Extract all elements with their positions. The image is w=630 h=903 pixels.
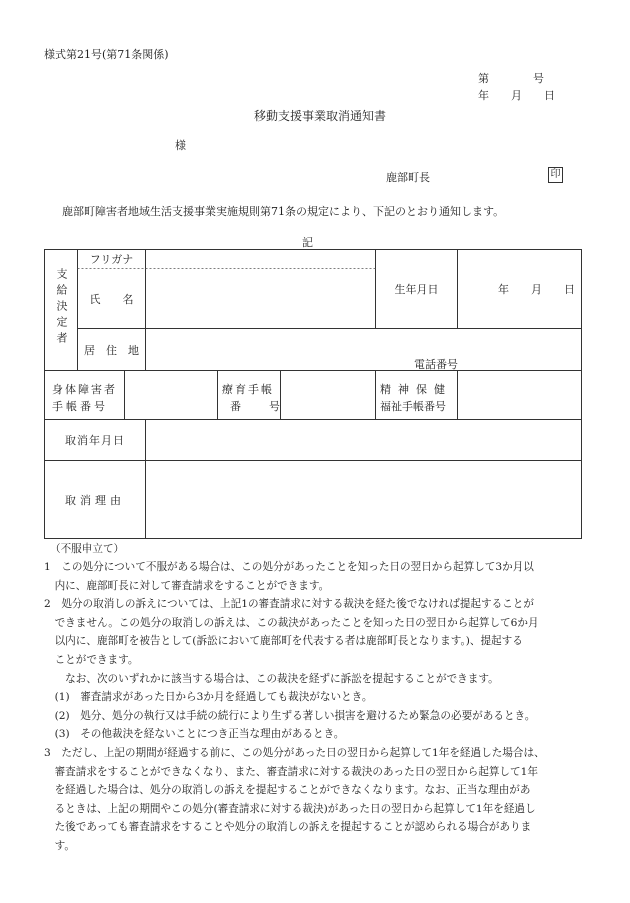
cancel-reason-label: 取消理由 bbox=[65, 493, 125, 507]
mental-handbook-line2: 福祉手帳番号 bbox=[380, 400, 446, 413]
appeal-line: 2 処分の取消しの訴えについては、上記1の審査請求に対する裁決を経た後でなければ提起することが bbox=[44, 598, 534, 611]
furigana-label: フリガナ bbox=[89, 253, 134, 266]
ryoiku-handbook-line2: 番 号 bbox=[230, 400, 282, 413]
disability-handbook-line1: 身体障害者 bbox=[52, 383, 117, 396]
appeal-line: ことができます。 bbox=[44, 653, 139, 666]
cancel-date-label: 取消年月日 bbox=[65, 434, 125, 447]
appeal-line: なお、次のいずれかに該当する場合は、この裁決を経ずに訴訟を提起することができます。 bbox=[44, 672, 499, 685]
appeal-line: す。 bbox=[44, 839, 75, 852]
appeal-line: (2) 処分、処分の執行又は手続の続行により生ずる著しい損害を避けるため緊急の必要があるとき。 bbox=[44, 709, 536, 722]
appeal-notes bbox=[44, 558, 584, 856]
form-number: 様式第21号(第71条関係) bbox=[44, 48, 169, 61]
document-date-label: 年 月 日 bbox=[478, 89, 555, 102]
addressee-honorific: 様 bbox=[175, 139, 186, 152]
mental-handbook-input[interactable] bbox=[458, 371, 581, 419]
appeal-line: た後であっても審査請求をすることや処分の取消しの訴えを提起することが認められる場合がありま bbox=[44, 821, 532, 834]
appeal-heading: （不服申立て） bbox=[50, 543, 125, 555]
name-label: 氏 名 bbox=[89, 292, 134, 306]
cancel-reason-input[interactable] bbox=[146, 461, 581, 538]
name-input[interactable] bbox=[146, 269, 375, 328]
disability-handbook-input[interactable] bbox=[125, 371, 217, 419]
disability-handbook-line2: 手帳番号 bbox=[52, 400, 108, 413]
appeal-line: 審査請求をすることができなくなり、また、審査請求に対する裁決のあった日の翌日から起算して1年 bbox=[44, 765, 538, 778]
address-label: 居 住 地 bbox=[84, 343, 139, 357]
ki-heading: 記 bbox=[302, 236, 313, 249]
document-title: 移動支援事業取消通知書 bbox=[254, 109, 387, 123]
document-number-label: 第 号 bbox=[478, 72, 544, 85]
phone-label: 電話番号 bbox=[414, 358, 458, 371]
appeal-line: できません。この処分の取消しの訴えは、この裁決があったことを知った日の翌日から起算して6か月 bbox=[44, 616, 539, 629]
appeal-line: (1) 審査請求があった日から3か月を経過しても裁決がないとき。 bbox=[44, 691, 373, 704]
appeal-line: るときは、上記の期間やこの処分(審査請求に対する裁決)があった日の翌日から起算して1年を経過し bbox=[44, 802, 536, 815]
ryoiku-handbook-input[interactable] bbox=[281, 371, 375, 419]
birthdate-value[interactable]: 年 月 日 bbox=[498, 283, 575, 296]
ryoiku-handbook-label bbox=[222, 381, 282, 415]
recipient-label: 支給決定者 bbox=[55, 268, 68, 348]
disability-handbook-label bbox=[52, 381, 117, 415]
address-input[interactable] bbox=[146, 329, 581, 370]
appeal-line: (3) その他裁決を経ないことにつき正当な理由があるとき。 bbox=[44, 728, 345, 741]
cancel-date-input[interactable] bbox=[146, 420, 581, 460]
mental-handbook-line1: 精神保健 bbox=[380, 383, 452, 396]
ryoiku-handbook-line1: 療育手帳 bbox=[222, 383, 274, 396]
appeal-line: 以内に、鹿部町を被告として(訴訟において鹿部町を代表する者は鹿部町長となります。)、提起する bbox=[44, 635, 523, 648]
furigana-input[interactable] bbox=[146, 250, 375, 268]
appeal-line: を経過した場合は、処分の取消しの訴えを提起することができなくなります。なお、正当な理由があ bbox=[44, 784, 531, 797]
sender-name: 鹿部町長 bbox=[386, 171, 430, 184]
seal-mark: 印 bbox=[548, 167, 563, 183]
mental-handbook-label bbox=[380, 381, 452, 415]
intro-text: 鹿部町障害者地域生活支援事業実施規則第71条の規定により、下記のとおり通知します。 bbox=[62, 205, 505, 218]
appeal-line: 3 ただし、上記の期間が経過する前に、この処分があった日の翌日から起算して1年を経過した場合は、 bbox=[44, 746, 545, 759]
appeal-line: 1 この処分について不服がある場合は、この処分があったことを知った日の翌日から起算して3か月以 bbox=[44, 561, 534, 573]
birthdate-label: 生年月日 bbox=[394, 283, 439, 296]
appeal-line: 内に、鹿部町長に対して審査請求をすることができます。 bbox=[44, 579, 330, 592]
